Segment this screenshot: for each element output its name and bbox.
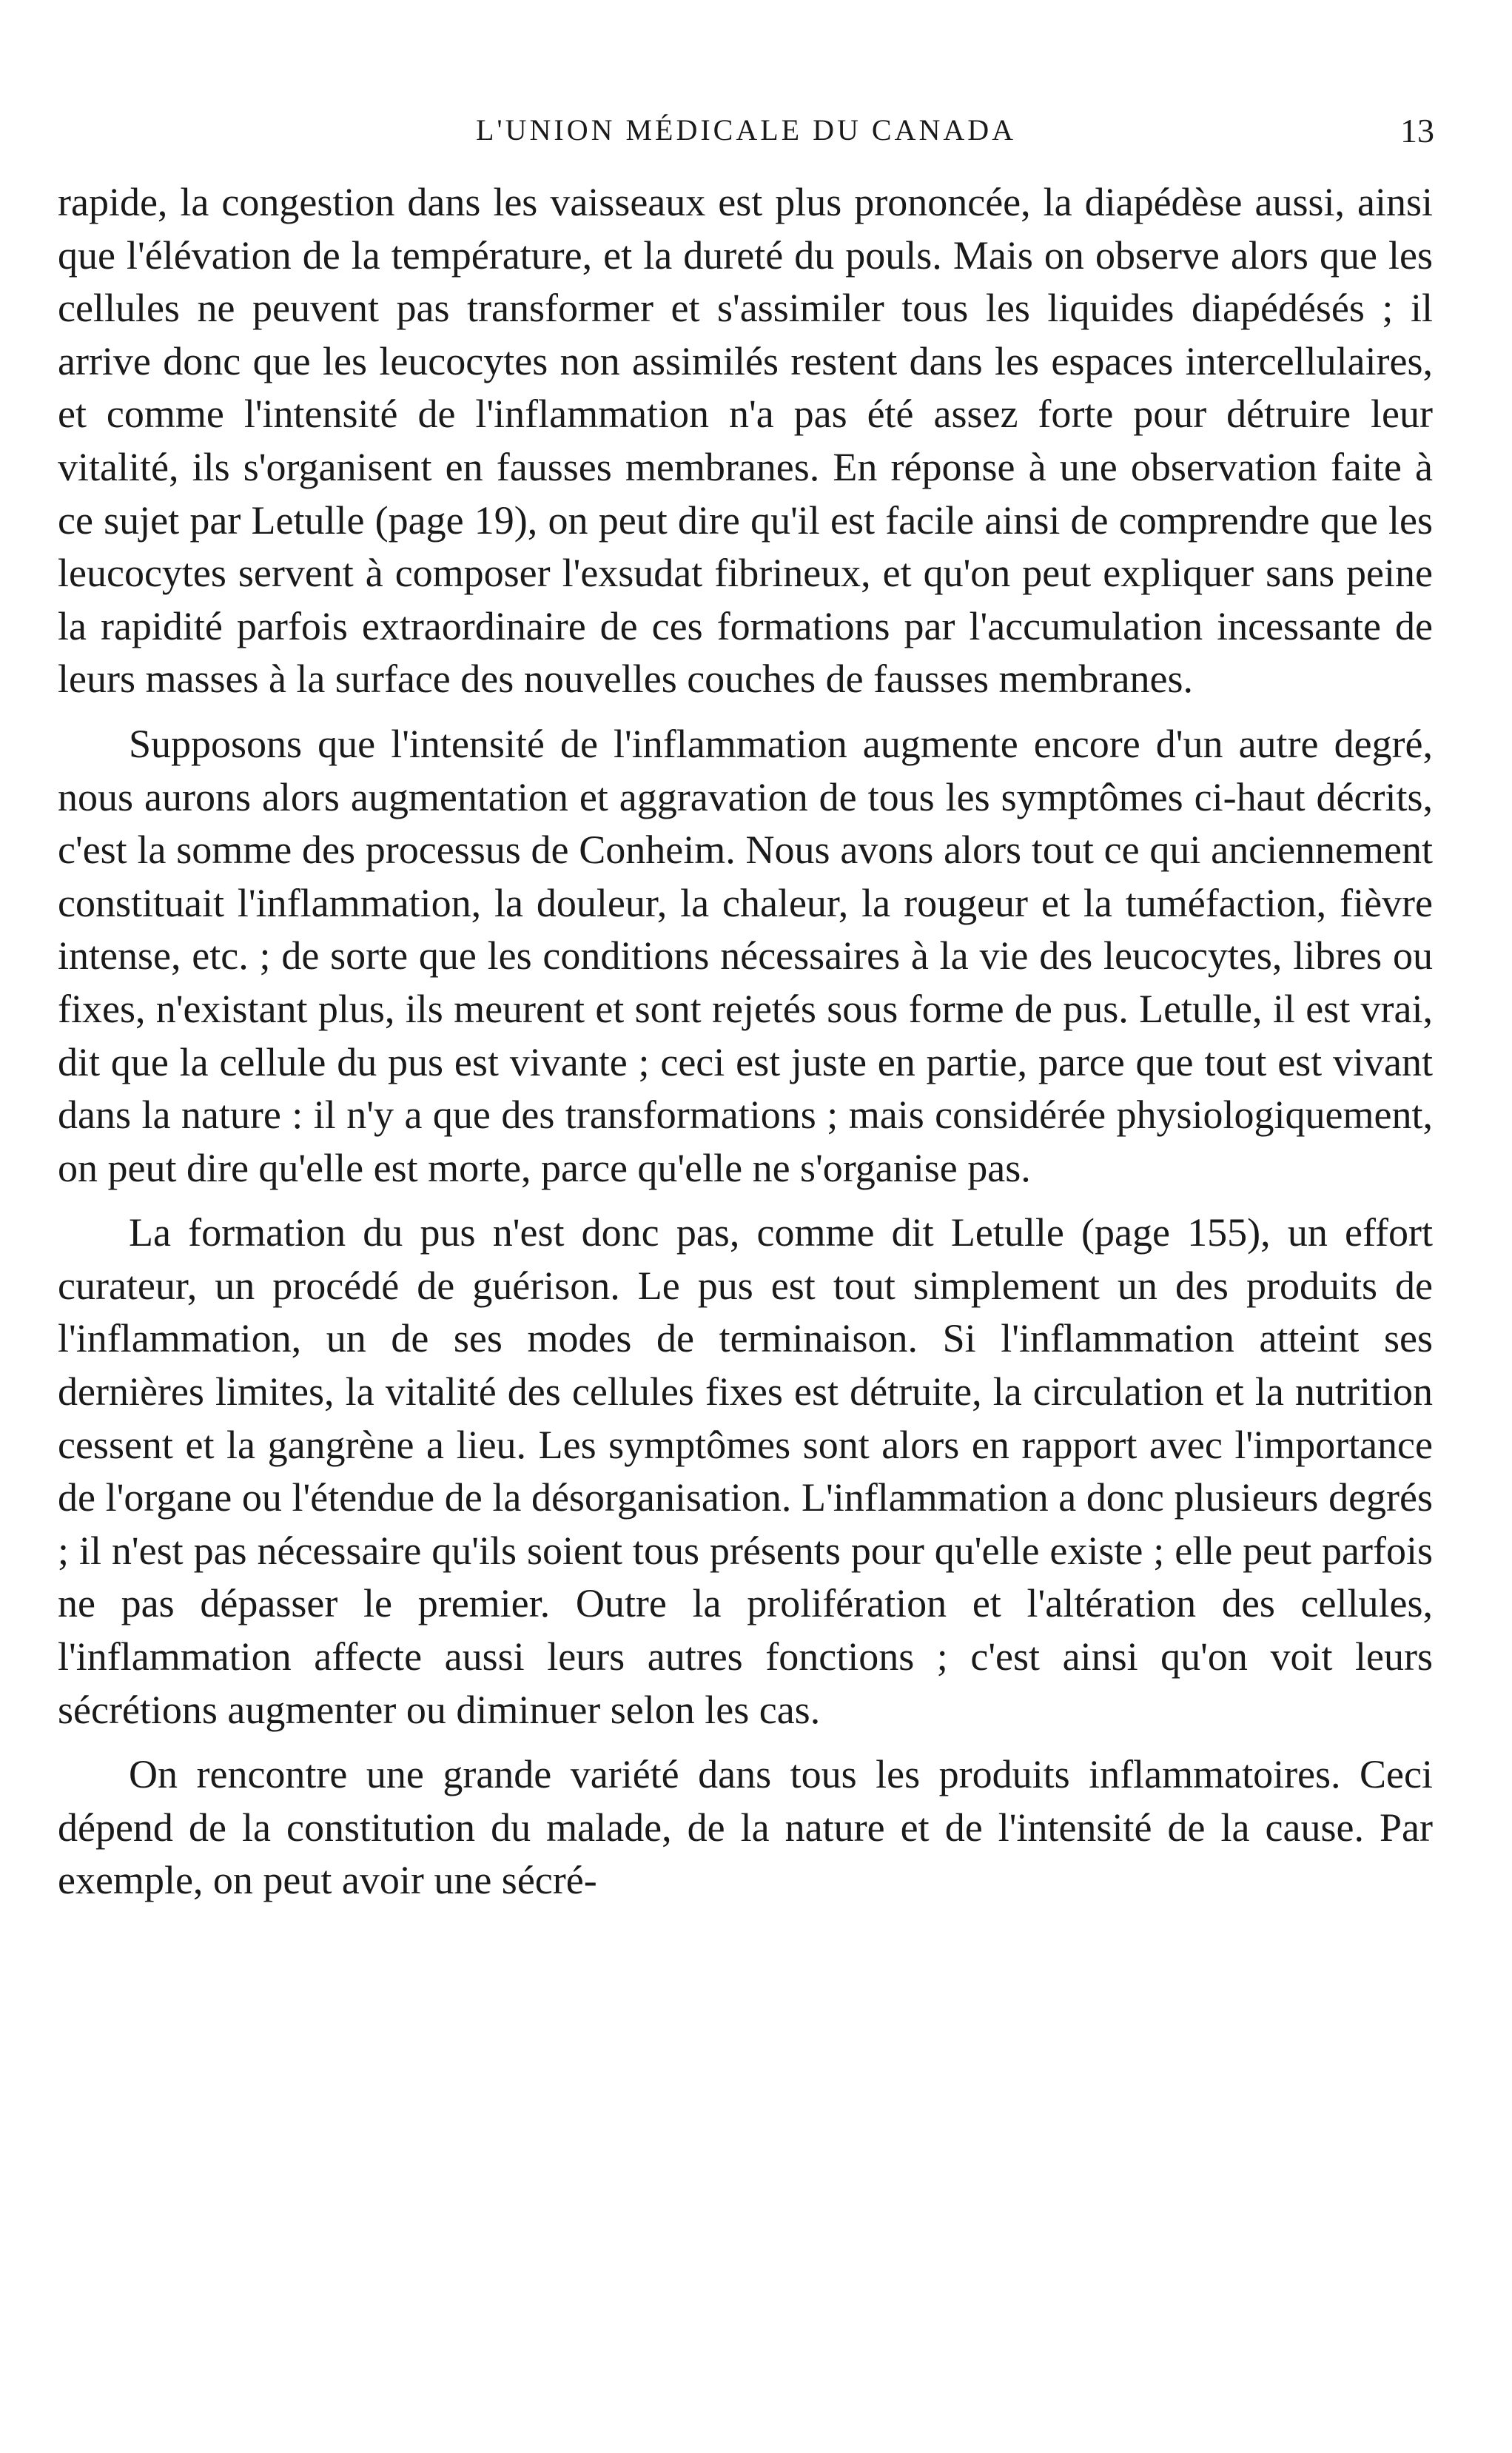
paragraph-3: La formation du pus n'est donc pas, comme dit Letulle (page 155), un effort curateur, un procédé de guérison. Le pus est tout simplement un des produits de l'inflammation, un de ses modes de terminaison. Si l'inflammation atteint ses dernières limites, la vitalité des cellules fixes est détruite, la circulation et la nutrition cessent et la gangrène a lieu. Les symptômes sont alors en rapport avec l'importance de l'organe ou l'étendue de la désorganisation. L'inflammation a donc plusieurs degrés ; il n'est pas nécessaire qu'ils soient tous présents pour qu'elle existe ; elle peut parfois ne pas dépasser le premier. Outre la prolifération et l'altération des cellules, l'inflammation affecte aussi leurs autres fonctions ; c'est ainsi qu'on voit leurs sécrétions augmenter ou diminuer selon les cas. (58, 1210, 1433, 1732)
running-head (58, 111, 1434, 155)
page-number: 13 (1400, 112, 1434, 150)
body-text (58, 176, 1433, 1919)
running-title: L'UNION MÉDICALE DU CANADA (475, 113, 1017, 147)
paragraph-4: On rencontre une grande variété dans tous les produits inflammatoires. Ceci dépend de la constitution du malade, de la nature et de l'intensité de la cause. Par exemple, on peut avoir une sécré- (58, 1752, 1433, 1903)
paragraph-2: Supposons que l'intensité de l'inflammation augmente encore d'un autre degré, nous aurons alors augmentation et aggravation de tous les symptômes ci-haut décrits, c'est la somme des processus de Conheim. Nous avons alors tout ce qui anciennement constituait l'inflammation, la douleur, la chaleur, la rougeur et la tuméfaction, fièvre intense, etc. ; de sorte que les conditions nécessaires à la vie des leucocytes, libres ou fixes, n'existant plus, ils meurent et sont rejetés sous forme de pus. Letulle, il est vrai, dit que la cellule du pus est vivante ; ceci est juste en partie, parce que tout est vivant dans la nature : il n'y a que des transformations ; mais considérée physiologiquement, on peut dire qu'elle est morte, parce qu'elle ne s'organise pas. (58, 721, 1433, 1190)
paragraph-1: rapide, la congestion dans les vaisseaux est plus prononcée, la diapédèse aussi, ainsi que l'élévation de la température, et la dureté du pouls. Mais on observe alors que les cellules ne peuvent pas transformer et s'assimiler tous les liquides diapédésés ; il arrive donc que les leucocytes non assimilés restent dans les espaces intercellulaires, et comme l'intensité de l'inflammation n'a pas été assez forte pour détruire leur vitalité, ils s'organisent en fausses membranes. En réponse à une observation faite à ce sujet par Letulle (page 19), on peut dire qu'il est facile ainsi de comprendre que les leucocytes servent à composer l'exsudat fibrineux, et qu'on peut expliquer sans peine la rapidité parfois extraordinaire de ces formations par l'accumulation incessante de leurs masses à la surface des nouvelles couches de fausses membranes. (58, 180, 1433, 702)
